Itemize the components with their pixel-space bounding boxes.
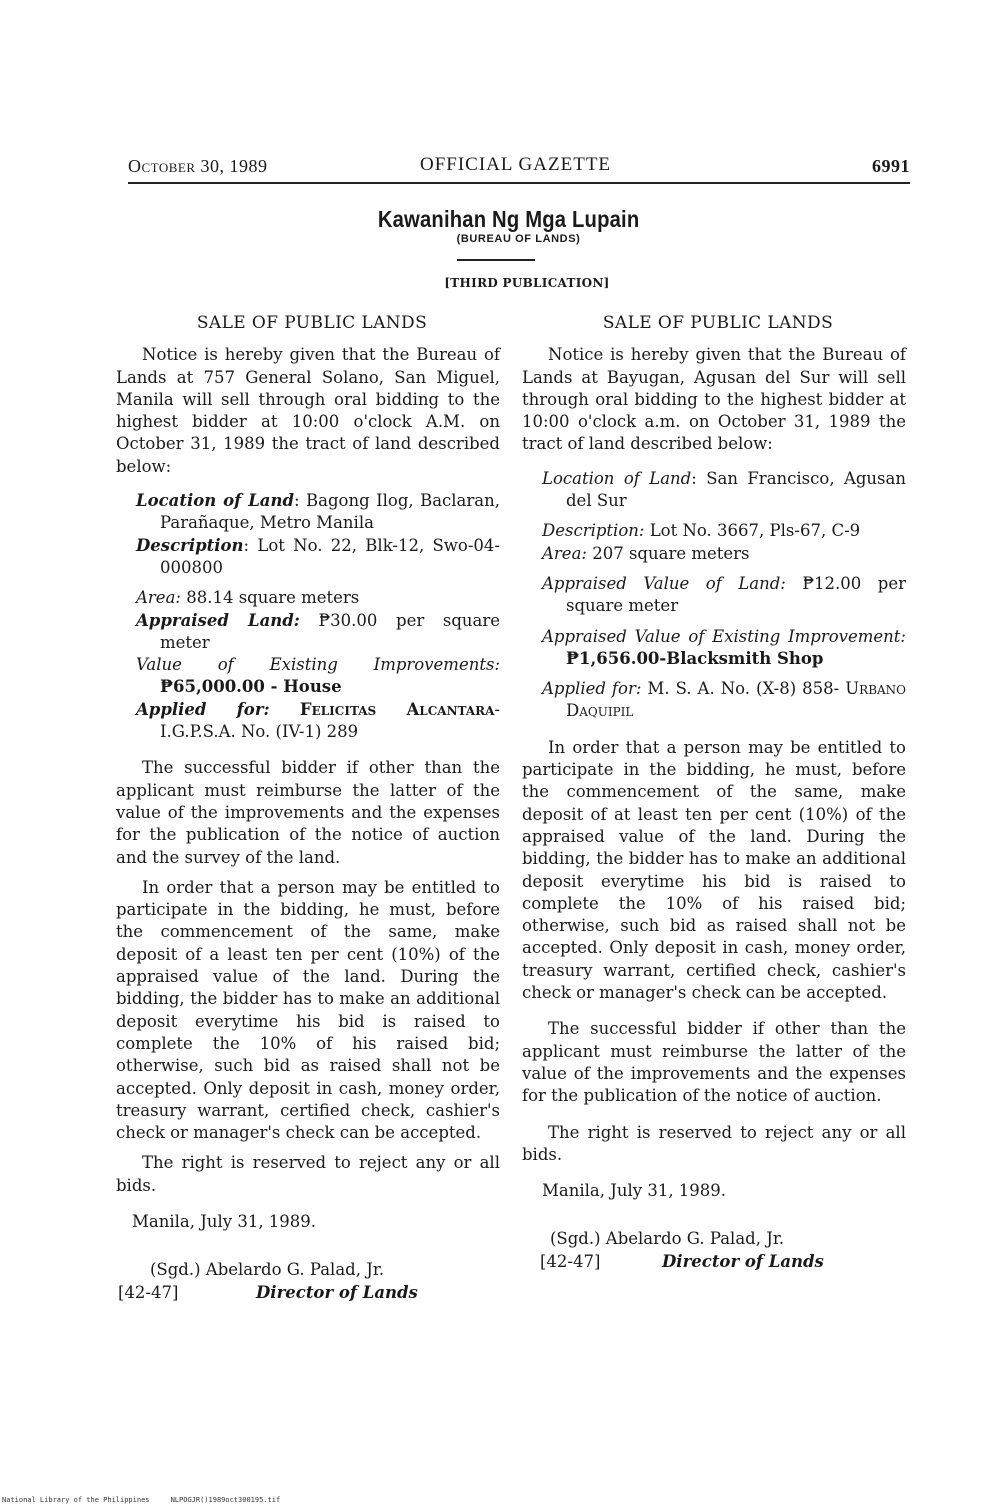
- right-applicant-name: Urbano Daquipil: [566, 679, 907, 721]
- footer-library: National Library of the Philippines: [2, 1496, 150, 1504]
- footer-file: NLPOGJR()1989oct300195.tif: [170, 1496, 281, 1504]
- right-intro: Notice is hereby given that the Bureau of Lands at Bayugan, Agusan del Sur will sell through oral bidding to the highest bidder at 10:00 o'clock a.m. on October 31, 1989 the tract of land described below:: [522, 345, 906, 454]
- left-improvements: [116, 654, 500, 699]
- left-dateline: Manila, July 31, 1989.: [132, 1211, 317, 1231]
- page-number: 6991: [872, 156, 910, 176]
- scan-footer: [2, 1496, 280, 1504]
- right-appraised-value: ₱12.00 per square meter: [566, 573, 907, 616]
- right-appraised: [522, 573, 906, 618]
- left-signer-title: Director of Lands: [256, 1282, 418, 1302]
- agency-masthead: [0, 206, 992, 245]
- left-applied-label: Applied for:: [136, 699, 270, 719]
- left-description: [116, 535, 500, 580]
- left-appraised-value: ₱30.00 per square meter: [160, 610, 500, 652]
- right-details: [522, 468, 906, 723]
- left-details: [116, 490, 500, 743]
- left-reserve-paragraph: The right is reserved to reject any or all bids.: [116, 1153, 500, 1195]
- right-location-value: : San Francisco, Agusan del Sur: [566, 468, 906, 511]
- right-reserve-paragraph: The right is reserved to reject any or all bids.: [522, 1122, 906, 1164]
- right-deposit-paragraph: In order that a person may be entitled to participate in the bidding, he must, before the commencement of the same, make deposit of at least ten per cent (10%) of the appraised value of the land. During the bidding, the bidder has to make an additional deposit everytime his bid is raised to complete the 10% of his raised bid; otherwise, such bid as raised shall not be accepted. Only deposit in cash, money order, treasury warrant, certified check, cashier's check or manager's check can be accepted.: [522, 737, 906, 1003]
- right-reimburse-paragraph: The successful bidder if other than the applicant must reimburse the latter of the value of the improvements and the expenses for the publication of the notice of auction.: [522, 1019, 906, 1106]
- left-notice: [116, 312, 500, 1304]
- left-description-value: : Lot No. 22, Blk-12, Swo-04-000800: [160, 535, 500, 577]
- left-area: [116, 587, 500, 609]
- left-location: [116, 490, 500, 535]
- right-description: [522, 520, 906, 542]
- issue-date: October 30, 1989: [128, 156, 268, 176]
- running-header: [128, 152, 910, 182]
- right-description-value: Lot No. 3667, Pls-67, C-9: [644, 521, 861, 541]
- agency-title: Kawanihan Ng Mga Lupain: [377, 206, 640, 232]
- left-description-label: Description: [136, 535, 244, 555]
- left-applied-number: -I.G.P.S.A. No. (IV-1) 289: [160, 699, 500, 742]
- right-reference: [42-47]: [540, 1251, 601, 1271]
- publication-notice: [0, 276, 992, 290]
- right-applied-number: M. S. A. No. (X-8) 858-: [641, 679, 840, 699]
- right-improvements: [522, 626, 906, 671]
- left-location-value: : Bagong Ilog, Baclaran, Parañaque, Metro Manila: [160, 491, 500, 533]
- right-area-value: 207 square meters: [586, 543, 750, 563]
- right-area-label: Area:: [542, 543, 587, 563]
- left-applied: [116, 699, 500, 744]
- publication-name: OFFICIAL GAZETTE: [420, 154, 612, 175]
- agency-subtitle: (BUREAU OF LANDS): [456, 233, 581, 245]
- right-area: [522, 543, 906, 565]
- right-notice: [522, 312, 906, 1273]
- right-description-label: Description:: [542, 521, 645, 541]
- left-appraised-label: Appraised Land:: [136, 610, 300, 630]
- left-signer: (Sgd.) Abelardo G. Palad, Jr.: [150, 1260, 385, 1280]
- left-deposit-paragraph: In order that a person may be entitled to participate in the bidding, he must, before the commencement of the same, make deposit of a least ten per cent (10%) of the appraised value of the land. During the bidding, the bidder has to make an additional deposit everytime his bid is raised to complete the 10% of his raised bid; otherwise, such bid as raised shall not be accepted. Only deposit in cash, money order, treasury warrant, certified check, cashier's check or manager's check can be accepted.: [116, 877, 500, 1143]
- left-location-label: Location of Land: [136, 491, 295, 511]
- agency-rule: [457, 259, 535, 261]
- left-heading: SALE OF PUBLIC LANDS: [196, 313, 428, 333]
- left-signature: [116, 1259, 500, 1281]
- left-reimburse-paragraph: The successful bidder if other than the applicant must reimburse the latter of the value of the improvements and the expenses for the publication of the notice of auction and the survey of the land.: [116, 758, 500, 867]
- left-appraised: [116, 610, 500, 655]
- left-applicant-name: Felicitas Alcantara: [269, 699, 495, 719]
- right-location: [522, 468, 906, 513]
- right-dateline: Manila, July 31, 1989.: [542, 1181, 727, 1201]
- left-reference: [42-47]: [118, 1282, 179, 1302]
- right-applied-label: Applied for:: [542, 679, 642, 699]
- header-rule: [128, 182, 910, 184]
- left-improvements-label: Value of Existing Improvements:: [136, 655, 500, 675]
- right-signature: [522, 1228, 906, 1250]
- left-improvements-value: ₱65,000.00 - House: [160, 677, 342, 697]
- left-area-label: Area:: [136, 588, 181, 608]
- right-heading: SALE OF PUBLIC LANDS: [602, 313, 834, 333]
- right-improvements-value: ₱1,656.00-Blacksmith Shop: [566, 648, 824, 668]
- right-signature-line: [522, 1251, 906, 1273]
- right-appraised-label: Appraised Value of Land:: [542, 573, 786, 593]
- left-signature-line: [116, 1282, 500, 1304]
- left-area-value: 88.14 square meters: [180, 588, 360, 608]
- publication-label: [THIRD PUBLICATION]: [444, 276, 610, 290]
- right-location-label: Location of Land: [542, 468, 692, 488]
- right-signer: (Sgd.) Abelardo G. Palad, Jr.: [550, 1229, 785, 1249]
- right-improvements-label: Appraised Value of Existing Improvement:: [542, 626, 906, 646]
- right-applied: [522, 678, 906, 723]
- left-intro: Notice is hereby given that the Bureau of Lands at 757 General Solano, San Miguel, Manila will sell through oral bidding to the highest bidder at 10:00 o'clock A.M. on October 31, 1989 the tract of land described below:: [116, 345, 500, 476]
- right-signer-title: Director of Lands: [662, 1251, 824, 1271]
